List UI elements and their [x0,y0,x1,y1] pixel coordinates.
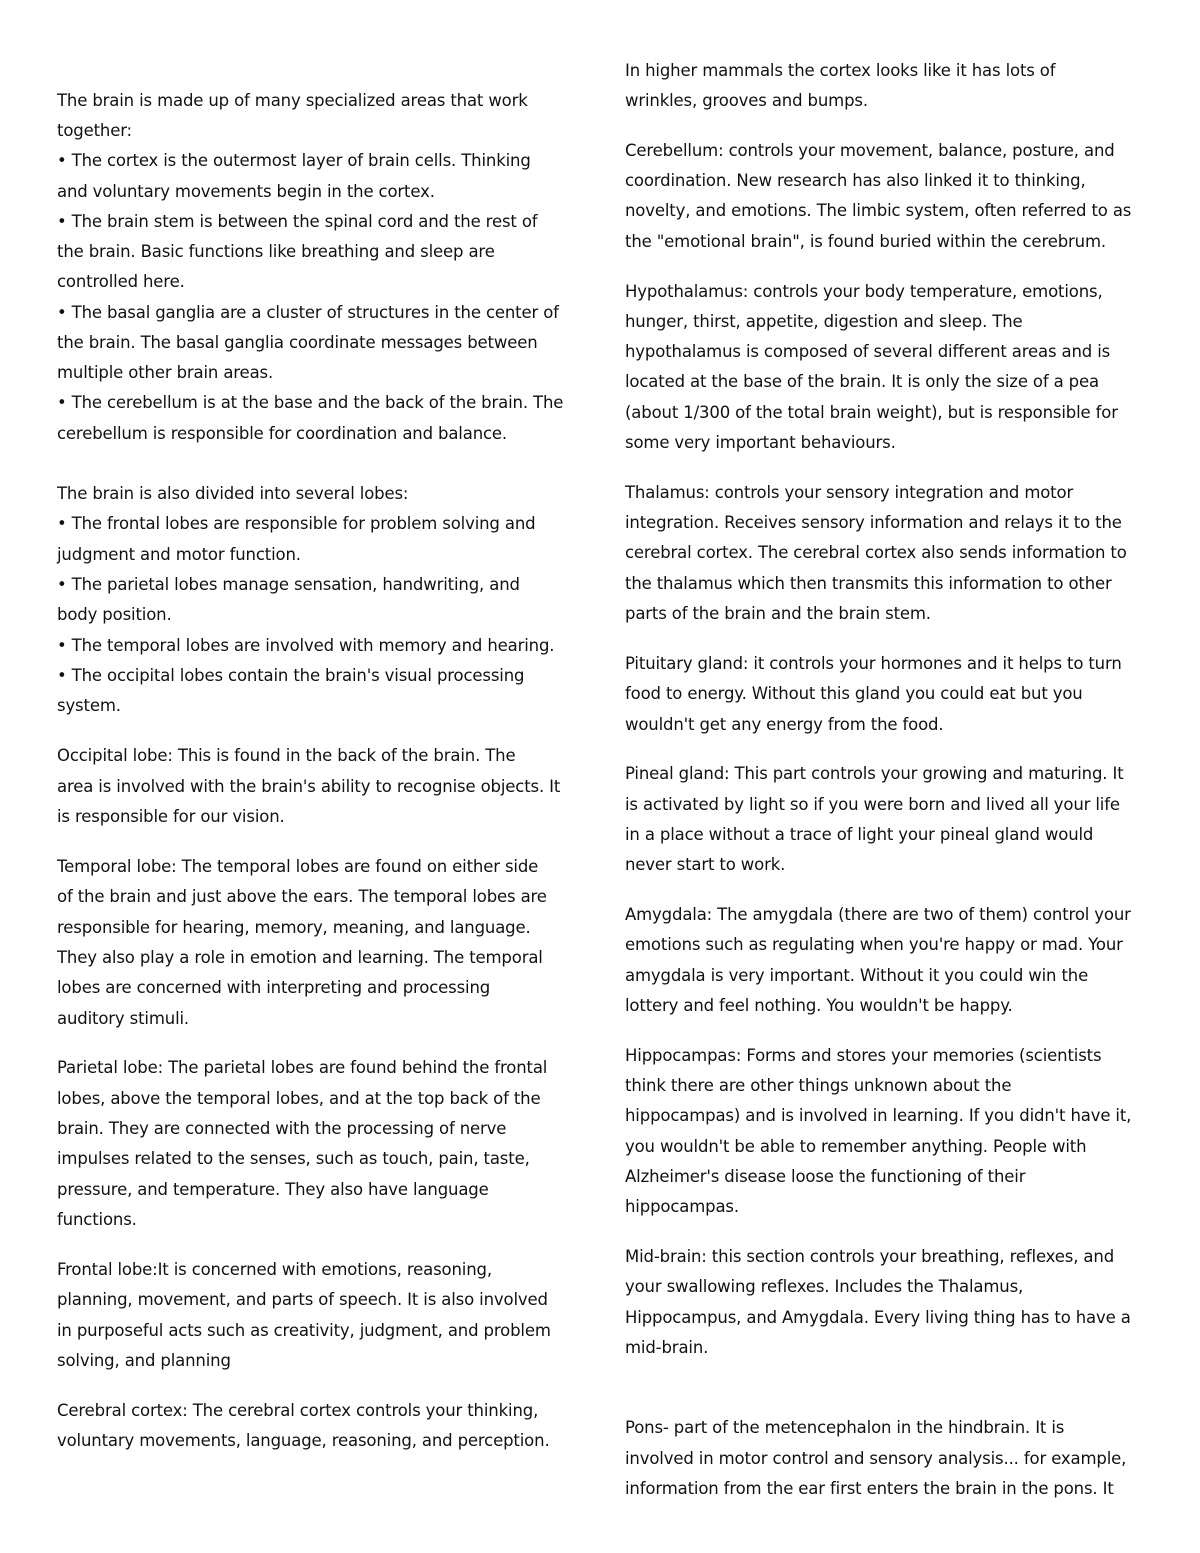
text-line: mid-brain. [625,1338,709,1357]
text-line: Mid-brain: this section controls your breathing, reflexes, and [625,1247,1115,1266]
text-line: planning, movement, and parts of speech. It is also involved [57,1290,548,1309]
text-line: Hippocampas: Forms and stores your memories (scientists [625,1046,1102,1065]
text-line: multiple other brain areas. [57,363,274,382]
text-line: Cerebral cortex: The cerebral cortex controls your thinking, [57,1401,539,1420]
text-line: your swallowing reflexes. Includes the Thalamus, [625,1277,1024,1296]
text-line: controlled here. [57,272,185,291]
text-line: Alzheimer's disease loose the functioning of their [625,1167,1026,1186]
text-line: judgment and motor function. [57,545,301,564]
text-line: emotions such as regulating when you're happy or mad. Your [625,935,1123,954]
text-line: • The temporal lobes are involved with memory and hearing. [57,636,555,655]
text-line: responsible for hearing, memory, meaning, and language. [57,918,531,937]
text-line: • The basal ganglia are a cluster of structures in the center of [57,303,559,322]
text-line: wrinkles, grooves and bumps. [625,91,868,110]
text-line: in purposeful acts such as creativity, judgment, and problem [57,1321,551,1340]
text-line: the thalamus which then transmits this information to other [625,574,1112,593]
text-line: lobes, above the temporal lobes, and at the top back of the [57,1089,541,1108]
text-line: • The parietal lobes manage sensation, handwriting, and [57,575,520,594]
text-line: of the brain and just above the ears. The temporal lobes are [57,887,547,906]
text-line: • The cortex is the outermost layer of brain cells. Thinking [57,151,531,170]
text-line: some very important behaviours. [625,433,896,452]
text-line: Thalamus: controls your sensory integration and motor [625,483,1074,502]
text-line: in a place without a trace of light your pineal gland would [625,825,1094,844]
text-line: impulses related to the senses, such as touch, pain, taste, [57,1149,530,1168]
text-line: hippocampas. [625,1197,739,1216]
text-line: • The occipital lobes contain the brain's visual processing [57,666,525,685]
text-line: cerebellum is responsible for coordination and balance. [57,424,508,443]
text-line: • The frontal lobes are responsible for problem solving and [57,514,536,533]
text-line: body position. [57,605,172,624]
text-line: Occipital lobe: This is found in the back of the brain. The [57,746,516,765]
text-line: hunger, thirst, appetite, digestion and sleep. The [625,312,1023,331]
text-line: They also play a role in emotion and learning. The temporal [57,948,543,967]
text-line: lobes are concerned with interpreting and processing [57,978,491,997]
text-line: food to energy. Without this gland you could eat but you [625,684,1083,703]
text-line: Pineal gland: This part controls your growing and maturing. It [625,764,1124,783]
text-line: The brain is made up of many specialized areas that work [57,91,528,110]
text-line: Temporal lobe: The temporal lobes are found on either side [57,857,539,876]
text-line: In higher mammals the cortex looks like it has lots of [625,61,1056,80]
text-line: located at the base of the brain. It is only the size of a pea [625,372,1099,391]
text-line: auditory stimuli. [57,1009,190,1028]
text-line: together: [57,121,132,140]
text-line: think there are other things unknown about the [625,1076,1012,1095]
text-line: The brain is also divided into several lobes: [57,484,409,503]
text-line: • The brain stem is between the spinal cord and the rest of [57,212,538,231]
text-line: lottery and feel nothing. You wouldn't be happy. [625,996,1013,1015]
text-line: area is involved with the brain's ability to recognise objects. It [57,777,561,796]
text-line: Hippocampus, and Amygdala. Every living thing has to have a [625,1308,1131,1327]
text-line: voluntary movements, language, reasoning, and perception. [57,1431,550,1450]
text-line: hypothalamus is composed of several different areas and is [625,342,1111,361]
text-line: involved in motor control and sensory analysis... for example, [625,1449,1127,1468]
text-line: novelty, and emotions. The limbic system, often referred to as [625,201,1132,220]
text-line: wouldn't get any energy from the food. [625,715,944,734]
text-line: the brain. The basal ganglia coordinate messages between [57,333,538,352]
text-line: brain. They are connected with the processing of nerve [57,1119,507,1138]
text-line: (about 1/300 of the total brain weight), but is responsible for [625,403,1118,422]
text-line: cerebral cortex. The cerebral cortex also sends information to [625,543,1127,562]
text-line: coordination. New research has also linked it to thinking, [625,171,1086,190]
text-line: Pituitary gland: it controls your hormones and it helps to turn [625,654,1122,673]
text-line: functions. [57,1210,137,1229]
text-line: you wouldn't be able to remember anything. People with [625,1137,1087,1156]
text-line: amygdala is very important. Without it you could win the [625,966,1089,985]
text-line: Pons- part of the metencephalon in the hindbrain. It is [625,1418,1065,1437]
text-line: information from the ear first enters the brain in the pons. It [625,1479,1114,1498]
text-line: and voluntary movements begin in the cortex. [57,182,435,201]
text-line: Cerebellum: controls your movement, balance, posture, and [625,141,1115,160]
text-line: the "emotional brain", is found buried within the cerebrum. [625,232,1106,251]
text-line: solving, and planning [57,1351,231,1370]
text-line: Amygdala: The amygdala (there are two of them) control your [625,905,1131,924]
text-line: pressure, and temperature. They also have language [57,1180,489,1199]
text-line: is activated by light so if you were born and lived all your life [625,795,1120,814]
text-line: Hypothalamus: controls your body temperature, emotions, [625,282,1103,301]
text-line: never start to work. [625,855,786,874]
text-line: • The cerebellum is at the base and the back of the brain. The [57,393,564,412]
text-line: system. [57,696,121,715]
text-line: integration. Receives sensory information and relays it to the [625,513,1122,532]
text-line: is responsible for our vision. [57,807,285,826]
text-line: parts of the brain and the brain stem. [625,604,931,623]
text-line: hippocampas) and is involved in learning. If you didn't have it, [625,1106,1132,1125]
text-line: Frontal lobe:It is concerned with emotions, reasoning, [57,1260,492,1279]
text-line: Parietal lobe: The parietal lobes are found behind the frontal [57,1058,548,1077]
text-line: the brain. Basic functions like breathing and sleep are [57,242,495,261]
